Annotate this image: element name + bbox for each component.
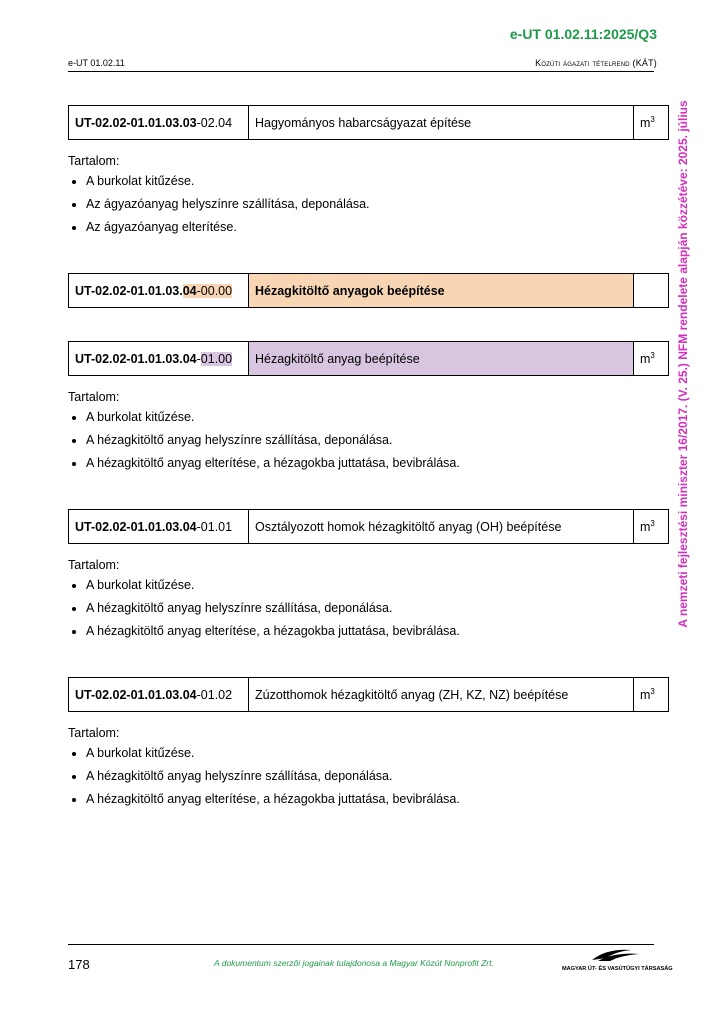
list-item: • Az ágyazóanyag elterítése.	[86, 220, 669, 234]
item-table	[68, 341, 669, 376]
list-item: • A hézagkitöltő anyag elterítése, a hézagokba juttatása, bevibrálása.	[86, 792, 669, 806]
list-item: • A hézagkitöltő anyag elterítése, a hézagokba juttatása, bevibrálása.	[86, 456, 669, 470]
logo-text: MAGYAR ÚT- ÉS VASÚTÜGYI TÁRSASÁG	[562, 966, 673, 972]
item-table	[68, 677, 669, 712]
header-right: Közúti ágazati tételrend (KÁT)	[535, 58, 657, 68]
logo-swoosh-icon	[562, 946, 656, 964]
list-item: • A burkolat kitűzése.	[86, 578, 669, 592]
item-entry	[68, 341, 669, 479]
side-note: A nemzeti fejlesztési miniszter 16/2017. (V. 25.) NFM rendelete alapján közzétéve: 2025. július	[676, 100, 690, 628]
item-code: UT-02.02-01.01.03.04-01.02	[69, 678, 249, 712]
item-code: UT-02.02-01.01.03.04-00.00	[69, 274, 249, 308]
item-unit	[634, 274, 669, 308]
copyright-note: A dokumentum szerzői jogainak tulajdonosa a Magyar Közút Nonprofit Zrt.	[214, 958, 494, 968]
item-entry	[68, 509, 669, 647]
item-table	[68, 105, 669, 140]
content-list	[68, 578, 669, 638]
list-item: • A burkolat kitűzése.	[86, 410, 669, 424]
item-unit: $m^3$	[634, 106, 669, 140]
company-logo	[562, 946, 673, 972]
document-code: e-UT 01.02.11:2025/Q3	[509, 26, 657, 42]
list-item: • A burkolat kitűzése.	[86, 746, 669, 760]
list-item: • A hézagkitöltő anyag elterítése, a hézagokba juttatása, bevibrálása.	[86, 624, 669, 638]
item-title: Zúzotthomok hézagkitöltő anyag (ZH, KZ, NZ) beépítése	[249, 678, 634, 712]
item-title: Hézagkitöltő anyagok beépítése	[249, 274, 634, 308]
item-unit: $m^3$	[634, 342, 669, 376]
list-item: • A hézagkitöltő anyag helyszínre szállítása, deponálása.	[86, 601, 669, 615]
content-title: Tartalom:	[68, 558, 120, 572]
content-list	[68, 410, 669, 470]
item-unit: $m^3$	[634, 510, 669, 544]
content-title: Tartalom:	[68, 726, 120, 740]
item-code: UT-02.02-01.01.03.03-02.04	[69, 106, 249, 140]
list-item: • A hézagkitöltő anyag helyszínre szállítása, deponálása.	[86, 769, 669, 783]
footer-rule	[68, 944, 654, 945]
item-entry	[68, 105, 669, 243]
header-left: e-UT 01.02.11	[68, 58, 125, 68]
content-title: Tartalom:	[68, 154, 120, 168]
content-list	[68, 746, 669, 806]
item-table	[68, 509, 669, 544]
page-number: 178	[68, 957, 90, 972]
content-list	[68, 174, 669, 234]
item-unit: $m^3$	[634, 678, 669, 712]
item-title: Hagyományos habarcságyazat építése	[249, 106, 634, 140]
item-title: Osztályozott homok hézagkitöltő anyag (OH) beépítése	[249, 510, 634, 544]
item-code: UT-02.02-01.01.03.04-01.00	[69, 342, 249, 376]
content-title: Tartalom:	[68, 390, 120, 404]
list-item: • A burkolat kitűzése.	[86, 174, 669, 188]
list-item: • Az ágyazóanyag helyszínre szállítása, deponálása.	[86, 197, 669, 211]
item-code: UT-02.02-01.01.03.04-01.01	[69, 510, 249, 544]
item-entry	[68, 677, 669, 815]
list-item: • A hézagkitöltő anyag helyszínre szállítása, deponálása.	[86, 433, 669, 447]
item-table	[68, 273, 669, 308]
item-title: Hézagkitöltő anyag beépítése	[249, 342, 634, 376]
header-rule	[68, 71, 654, 72]
item-entry	[68, 273, 669, 308]
